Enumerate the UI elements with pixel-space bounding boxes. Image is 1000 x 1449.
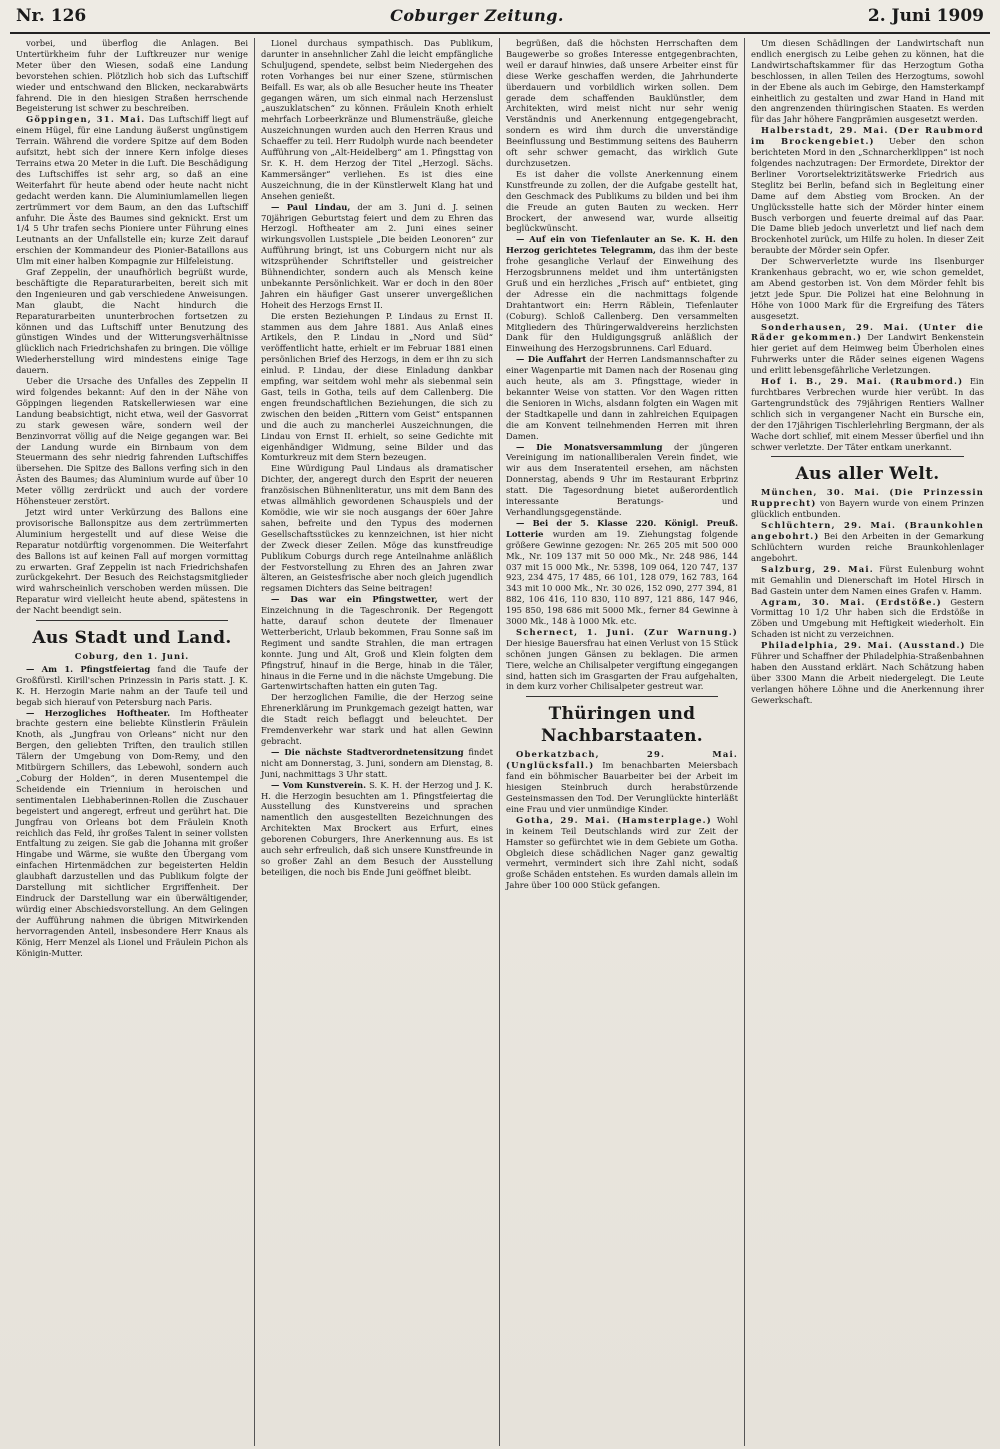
article-paragraph: [751, 487, 984, 520]
article-paragraph: [16, 114, 248, 267]
article-paragraph: Ueber die Ursache des Unfalles des Zeppelin II wird folgendes bekannt: Auf den in der Nähe von Göppingen liegenden Ratskellerwiesen war eine Landung beabsichtigt, nicht etwa, weil der Gasvorrat zu stark gewesen wäre, sondern weil der Benzinvorrat völlig auf die Neige gegangen war. Bei der Landung wurde ein Birnbaum von dem Steuermann des sehr niedrig fahrenden Luftschiffes übersehen. Die Spitze des Ballons verfing sich in den Ästen des Baumes; das Aluminium wurde auf über 10 Meter völlig zerdrückt und auch der vordere Höhensteuer zerstört.: [16, 376, 248, 507]
newspaper-title: Coburger Zeitung.: [390, 6, 564, 25]
section-heading: Aus aller Welt.: [795, 464, 940, 485]
article-paragraph: Um diesen Schädlingen der Landwirtschaft nun endlich energisch zu Leibe gehen zu können, hat die Landwirtschaftskammer für das Herzogtum Gotha beschlossen, in allen Teilen des Herzogtums, sowohl in der Ebene als auch im Gebirge, den Hamsterkampf einheitlich zu gestalten und zwar Hand in Hand mit den angrenzenden thüringischen Staaten. Es werden für das Jahr höhere Fangprämien ausgesetzt werden.: [751, 38, 984, 125]
article-paragraph: [751, 322, 984, 377]
paragraph-text: Wohl in keinem Teil Deutschlands wird zur Zeit der Hamster so gefürchtet wie in dem Gebiete um Gotha. Obgleich diese schädlichen Nager ganz gewaltig vermehrt, vermindert sich ihre Zahl nicht, sodaß große Schäden entstehen. Es wurden damals allein im Jahre über 100 000 Stück gefangen.: [506, 814, 738, 891]
paragraph-text: Der hiesige Bauersfrau hat einen Verlust von 15 Stück schönen jungen Gänsen zu beklagen. Die armen Tiere, welche an Chilisalpeter vergiftung eingegangen sind, hatten sich im Grasgarten der Frau aufgehalten, in dem kurz vorher Chilisalpeter gestreut war.: [506, 637, 738, 692]
article-paragraph: [506, 749, 738, 814]
paragraph-text: der Herren Landsmannschafter zu einer Wagenpartie mit Damen nach der Rosenau ging auch heute, als am 3. Pfingsttage, wieder in bekannter Weise von statten. Vor den Wagen ritten die Senioren in Wichs, alsdann folgten ein Wagen mit der Stadtkapelle und dann in zahlreichen Equipagen die am Konvent teilnehmenden Herren mit ihren Damen.: [506, 354, 738, 441]
paragraph-lead: — Vom Kunstverein.: [271, 779, 367, 790]
dateline-lead: Göppingen, 31. Mai.: [26, 114, 146, 125]
article-paragraph: [751, 597, 984, 641]
paragraph-text: Bei den Arbeiten in der Gemarkung Schlüchtern wurden reiche Braunkohlenlager angebohrt.: [751, 531, 984, 563]
dateline-lead: Schernect, 1. Juni. (Zur Warnung.): [516, 626, 738, 637]
paragraph-lead: — Das war ein Pfingstwetter,: [271, 594, 438, 605]
dateline-lead: Agram, 30. Mai. (Erdstöße.): [761, 596, 942, 607]
article-paragraph: Eine Würdigung Paul Lindaus als dramatischer Dichter, der, angeregt durch den Esprit der neueren französischen Bühnenliteratur, uns mit dem Bann des etwas allmählich gewordenen Schauspiels und der Komödie, wie wir sie noch ausgangs der 60er Jahre sahen, befreite und den Typus des modernen Gesellschaftsstückes zu kennzeichnen, ist hier nicht der Zweck dieser Zeilen. Möge das kunstfreudige Publikum Coburgs durch rege Anteilnahme anläßlich der Festvorstellung zu Ehren des an Jahren zwar älteren, an Geistesfrische aber noch gleich jugendlich regsamen Dichters das Seine beitragen!: [261, 463, 493, 594]
article-paragraph: [506, 627, 738, 692]
paragraph-text: Der Landwirt Benkenstein hier geriet auf dem Heimweg beim Überholen eines Fuhrwerks unter die Räder seines eigenen Wagens und erlitt lebensgefährliche Verletzungen.: [751, 332, 984, 376]
masthead: [10, 6, 990, 34]
paragraph-lead: — Die Monatsversammlung: [516, 441, 663, 452]
paragraph-lead: — Die Auffahrt: [516, 354, 587, 365]
issue-number: Nr. 126: [16, 6, 87, 26]
article-paragraph: [751, 640, 984, 705]
paragraph-text: von Bayern wurde von einem Prinzen glücklich entbunden.: [751, 498, 984, 520]
paragraph-lead: — Herzogliches Hoftheater.: [26, 707, 171, 718]
paragraph-text: fand die Taufe der Großfürstl. Kirill'schen Prinzessin in Paris statt. J. K. K. H. Herzogin Marie nahm an der Taufe teil und begab sich hierauf von Petersburg nach Paris.: [16, 663, 248, 707]
dateline-lead: Hof i. B., 29. Mai. (Raubmord.): [761, 376, 964, 387]
paragraph-text: wurden am 19. Ziehungstag folgende größere Gewinne gezogen: Nr. 265 205 mit 500 000 Mk., Nr. 109 137 mit 50 000 Mk., Nr. 248 986, 144 037 mit 15 000 Mk., Nr. 5398, 109 064, 120 747, 137 923, 234 475, 17 485, 66 101, 128 079, 162 783, 164 343 mit 10 000 Mk., Nr. 30 026, 152 090, 277 394, 81 882, 106 416, 110 830, 110 897, 121 886, 147 946, 195 850, 198 686 mit 5000 Mk., ferner 84 Gewinne à 3000 Mk., 148 à 1000 Mk. etc.: [506, 528, 738, 627]
dateline-lead: Philadelphia, 29. Mai. (Ausstand.): [761, 640, 966, 651]
article-paragraph: Der Schwerverletzte wurde ins Ilsenburger Krankenhaus gebracht, wo er, wie schon gemeldet, am Abend gestorben ist. Von dem Mörder fehlt bis jetzt jede Spur. Die Polizei hat eine Belohnung in Höhe von 1000 Mark für die Ergreifung des Täters ausgesetzt.: [751, 256, 984, 321]
article-paragraph: Der herzoglichen Familie, die der Herzog seine Ehrenerklärung im Prunkgemach gezeigt hatten, war die Stadt reich beflaggt und beleuchtet. Der Fremdenverkehr war stark und hat allen Gewinn gebracht.: [261, 692, 493, 746]
article-paragraph: begrüßen, daß die höchsten Herrschaften dem Baugewerbe so großes Interesse entgegenbrachten, weil er darauf hinwies, daß unsere Arbeiter einst für diese Werke geschaffen werden, die Jahrhunderte überdauern und vorbildlich wirken sollen. Dem gerade dem schaffenden Bauklünstler, dem Architekten, wird meist nicht nur sehr wenig Verständnis und Anerkennung entgegengebracht, sondern es wird ihm durch die unverständige Beeinflussung und Bestimmung seitens des Bauherrn oft sehr schwer gemacht, das wirklich Gute durchzusetzen.: [506, 38, 738, 168]
dateline-lead: München, 30. Mai. (Die Prinzessin Rupprecht): [751, 487, 984, 509]
article-paragraph: Jetzt wird unter Verkürzung des Ballons eine provisorische Ballonspitze aus dem zertrümmerten Aluminium hergestellt und auf diese Weise die Reparatur notdürftig vorgenommen. Die Weiterfahrt des Ballons ist auf keinen Fall auf morgen vormittag zu erwarten. Graf Zeppelin ist nach Friedrichshafen zurückgekehrt. Der Besuch des Reichstagsmitglieder wird wahrscheinlich verschoben werden müssen. Die Reparatur wird vielleicht heute abend, spätestens in der Nacht beendigt sein.: [16, 506, 248, 616]
article-paragraph: Graf Zeppelin, der unaufhörlich begrüßt wurde, beschäftigte die Reparaturarbeiten, bereit sich mit den Ingenieuren und gab verschiedene Anweisungen. Man glaubt, die Nacht hindurch die Reparaturarbeiten ununterbrochen fortsetzen zu können und das Luftschiff unter Benutzung des günstigen Windes und der Witterungsverhältnisse glücklich nach Friedrichshafen zu bringen. Die völlige Wiederherstellung wird mindestens einige Tage dauern.: [16, 267, 248, 376]
article-paragraph: [261, 594, 493, 692]
article-paragraph: [506, 518, 738, 627]
article-paragraph: [261, 780, 493, 878]
article-columns: [10, 38, 990, 1446]
paragraph-text: Fürst Eulenburg wohnt mit Gemahlin und Dienerschaft im Hotel Hirsch in Bad Gastein unter dem Namen eines Grafen v. Hamm.: [751, 563, 984, 596]
divider: [526, 696, 718, 697]
article-paragraph: [751, 564, 984, 597]
paragraph-lead: — Die nächste Stadtverordnetensitzung: [271, 746, 464, 757]
article-paragraph: [16, 708, 248, 959]
issue-date: 2. Juni 1909: [867, 6, 984, 26]
paragraph-text: Im benachbarten Meiersbach fand ein böhmischer Bauarbeiter bei der Arbeit im hiesigen Steinbruch durch herabstürzende Gesteinsmassen den Tod. Der Verunglückte hinterläßt eine Frau und vier unmündige Kinder.: [506, 760, 738, 814]
paragraph-lead: — Am 1. Pfingstfeiertag: [26, 663, 151, 674]
paragraph-text: das ihm der beste frohe gesangliche Verlauf der Einweihung des Herzogsbrunnens meldet und ihm untertänigsten Gruß und ein herzliches „Frisch auf“ entbietet, ging der Adresse ein die nachmittags folgende Drahtantwort ein: Herrn Räblein, Tiefenlauter (Coburg). Schloß Callenberg. Den versammelten Mitgliedern des Thüringerwaldvereins herzlichsten Dank für den Huldigungsgruß anläßlich der Einweihung des Herzogsbrunnens. Carl Eduard.: [506, 245, 738, 354]
paragraph-text: S. K. H. der Herzog und J. K. H. die Herzogin besuchten am 1. Pfingstfeiertag die Ausstellung des Kunstvereins und sprachen namentlich den ausgestellten Bezeichnungen des Architekten Max Brockert aus Erfurt, eines geborenen Coburgers, Ihre Anerkennung aus. Es ist auch sehr erfreulich, daß sich unsere Kunstfreunde in so großer Zahl an dem Besuch der Ausstellung beteiligen, die noch bis Ende Juni geöffnet bleibt.: [261, 779, 493, 877]
paragraph-lead: — Paul Lindau,: [271, 201, 351, 212]
article-paragraph: Die ersten Beziehungen P. Lindaus zu Ernst II. stammen aus dem Jahre 1881. Aus Anlaß eines Artikels, den P. Lindau in „Nord und Süd“ veröffentlicht hatte, erhielt er im Februar 1881 einen persönlichen Brief des Herzogs, in dem er ihn zu sich einlud. P. Lindau, der diese Einladung dankbar empfing, war seitdem wohl mehr als siebenmal sein Gast, teils in Gotha, teils auf dem Callenberg. Die engen freundschaftlichen Beziehungen, die sich zu zwischen den beiden „Rittern vom Geist“ entspannen und die auch zu mancherlei Auszeichnungen, die Lindau von Ernst II. erhielt, so seine Gedichte mit eigenhändiger Widmung, seine Bilder und das Komturkreuz mit dem Stern bezeugen.: [261, 310, 493, 463]
article-paragraph: [751, 376, 984, 452]
article-paragraph: [506, 815, 738, 891]
section-heading: Thüringen und Nachbarstaaten.: [540, 704, 704, 747]
dateline-lead: Gotha, 29. Mai. (Hamsterplage.): [516, 814, 712, 825]
paragraph-lead: — Auf ein von Tiefenlauter an Se. K. H. den Herzog gerichtetes Telegramm,: [506, 234, 738, 256]
article-paragraph: [261, 202, 493, 311]
paragraph-text: wert der Einzeichnung in die Tageschronik. Der Regengott hatte, darauf schon deutete der Ilmenauer Wetterbericht, Urlaub bekommen, Frau Sonne saß im Regiment und sandte Strahlen, die man ertragen konnte. Jung und Alt, Groß und Klein folgten dem Pfingstruf, hinauf in die Berge, hinab in die Täler, hinaus in die Ferne und in die nächste Umgebung. Die Gartenwirtschaften hatten ein guten Tag.: [261, 594, 493, 692]
article-paragraph: [506, 442, 738, 518]
paragraph-text: Im Hoftheater brachte gestern eine beliebte Künstlerin Fräulein Knoth, als „Jungfrau von Orleans“ nicht nur den Bergen, den geliebten Triften, den traulich stillen Tälern der Umgebung von Dom-Remy, und den Mitbürgern Schillers, das Lebewohl, sondern auch „Coburg der Holden“, in deren Musentempel die Scheidende ein Triennium in heroischen und sentimentalen Liebhaberinnen-Rollen die Zuschauer begeistert und angeregt, erfreut und gerührt hat. Die Jungfrau von Orleans bot dem Fräulein Knoth reichlich das Feld, ihr großes Talent in seiner vollsten Entfaltung zu zeigen. Sie gab die Johanna mit großer Hingabe und Wärme, sie wußte den Übergang vom einfachen Hirtenmädchen zur begeisterten Heldin glaubhaft darzustellen und das Publikum folgte der Darstellung mit sichtlicher Ergriffenheit. Der Eindruck der Darstellung war ein überwältigender, würdig einer Abschiedsvorstellung. An dem Gelingen der Aufführung nahmen die übrigen Mitwirkenden hervorragenden Anteil, insbesondere Herr Knaus als König, Herr Menzel als Lionel und Fräulein Pichon als Königin-Mutter.: [16, 707, 248, 958]
article-paragraph: [506, 234, 738, 354]
divider: [771, 456, 964, 457]
article-paragraph: [506, 354, 738, 441]
article-paragraph: [751, 125, 984, 256]
section-heading: Aus Stadt und Land.: [32, 628, 232, 649]
paragraph-text: der jüngeren Vereinigung im nationalliberalen Verein findet, wie wir aus dem Inseratenteil ersehen, am nächsten Donnerstag, abends 9 Uhr im Restaurant Erbprinz statt. Die Tagesordnung bietet außerordentlich interessante Beratungs- und Verhandlungsgegenstände.: [506, 441, 738, 517]
article-paragraph: [751, 520, 984, 564]
dateline-lead: Oberkatzbach, 29. Mai. (Unglücksfall.): [506, 749, 738, 771]
paragraph-text: Ueber den schon berichteten Mord in den „Schnarcherklippen“ ist noch folgendes nachzutragen: Der Ermordete, Direktor der Berliner Vorortselektrizitätswerke Friedrich aus Steglitz bei Berlin, befand sich in Begleitung einer Dame auf dem Abstieg vom Brocken. An der Unglücksstelle hatte sich der Mörder hinter einem Busch verborgen und feuerte dreimal auf das Paar. Die Dame blieb jedoch unverletzt und lief nach dem Brockenhotel zurück, um Hilfe zu holen. In dieser Zeit beraubte der Mörder sein Opfer.: [751, 136, 984, 256]
article-paragraph: Lionel durchaus sympathisch. Das Publikum, darunter in ansehnlicher Zahl die leicht empfängliche Schuljugend, spendete, selbst beim Niedergehen des roten Vorhanges bei nur einer Szene, stürmischen Beifall. Es war, als ob alle Besucher heute ins Theater gegangen wären, um sich einmal nach Herzenslust „auszuklatschen“ zu können. Fräulein Knoth erhielt mehrfach Lorbeerkränze und Blumensträuße, gleiche Auszeichnungen wurden auch den Herren Kraus und Schaeffer zu teil. Herr Rudolph wurde nach beendeter Aufführung von „Alt-Heidelberg“ am 1. Pfingsttag von Sr. K. H. dem Herzog der Titel „Herzogl. Sächs. Kammersänger“ verliehen. Es ist dies eine Auszeichnung, die in der Künstlerwelt Klang hat und Ansehen genießt.: [261, 38, 493, 201]
column-2: [255, 38, 500, 1446]
dateline-lead: Halberstadt, 29. Mai. (Der Raubmord im Brockengebiet.): [751, 125, 984, 147]
dateline-lead: Salzburg, 29. Mai.: [761, 563, 874, 574]
paragraph-text: Die Führer und Schaffner der Philadelphia-Straßenbahnen haben den Ausstand erklärt. Nach Schätzung haben über 3300 Mann die Arbeit niedergelegt. Die Leute verlangen höhere Löhne und die Anerkennung ihrer Gewerkschaft.: [751, 640, 984, 705]
paragraph-text: Das Luftschiff liegt auf einem Hügel, für eine Landung äußerst ungünstigem Terrain. Während die vordere Spitze auf dem Boden aufsitzt, hebt sich der innere Kern infolge dieses Terrains etwa 20 Meter in die Luft. Die Beschädigung des Luftschiffes ist sehr arg, so daß an eine Weiterfahrt für heute abend oder heute nacht nicht gedacht werden kann. Die Aluminiumlamellen liegen zertrümmert vor dem Baum, an den das Luftschiff anfuhr. Die Äste des Baumes sind geknickt. Erst um 1/4 5 Uhr trafen sechs Pioniere unter Führung eines Leutnants an der Unfallstelle ein; kurze Zeit darauf erschien der Kommandeur des Pionier-Bataillons aus Ulm mit einer halben Kompagnie zur Hilfeleistung.: [16, 114, 249, 267]
dateline-lead: Schlüchtern, 29. Mai. (Braunkohlen angebohrt.): [751, 520, 984, 542]
column-1: [10, 38, 255, 1446]
paragraph-text: Gestern Vormittag 10 1/2 Uhr haben sich die Erdstöße in Zöben und Umgebung mit Heftigkeit wiederholt. Ein Schaden ist nicht zu verzeichnen.: [751, 596, 984, 640]
column-3: [500, 38, 745, 1446]
section-dateline: [16, 651, 248, 662]
paragraph-lead: — Bei der 5. Klasse 220. Königl. Preuß. Lotterie: [506, 517, 738, 539]
article-paragraph: Es ist daher die vollste Anerkennung einem Kunstfreunde zu zollen, der die Aufgabe gestellt hat, den Geschmack des Publikums zu bilden und bei ihm die Freude an guten Bauten zu wecken. Herr Brockert, der anwesend war, wurde allseitig beglückwünscht.: [506, 168, 738, 234]
dateline-text: Coburg, den 1. Juni.: [74, 651, 190, 662]
article-paragraph: vorbei, und überflog die Anlagen. Bei Untertürkheim fuhr der Luftkreuzer nur wenige Meter über den Wiesen, sodaß eine Landung bevorstehen schien. Plötzlich hob sich das Luftschiff wieder und entschwand den Blicken, neckarabwärts fahrend. Die in den hiesigen Straßen herrschende Begeisterung ist schwer zu beschreiben.: [16, 38, 248, 114]
divider: [36, 620, 228, 621]
article-paragraph: [261, 747, 493, 780]
column-4: [745, 38, 990, 1446]
article-paragraph: [16, 664, 248, 708]
paragraph-text: findet nicht am Donnerstag, 3. Juni, sondern am Dienstag, 8. Juni, nachmittags 3 Uhr statt.: [261, 746, 493, 779]
paragraph-text: der am 3. Juni d. J. seinen 70jährigen Geburtstag feiert und dem zu Ehren das Herzogl. Hoftheater am 2. Juni eines seiner wirkungsvollen Lustspiele „Die beiden Leonoren“ zur Aufführung bringt, ist uns Coburgern nicht nur als witzsprühender Schriftsteller und geistreicher Bühnendichter, sondern auch als Mensch keine unbekannte Persönlichkeit. War er doch in den 80er Jahren ein häufiger Gast unserer unvergeßlichen Hoheit des Herzogs Ernst II.: [261, 201, 493, 310]
dateline-lead: Sonderhausen, 29. Mai. (Unter die Räder gekommen.): [751, 321, 984, 343]
paragraph-text: Ein furchtbares Verbrechen wurde hier verübt. In das Gartengrundstück des 79jährigen Rentiers Wallner schlich sich in vergangener Nacht ein Bursche ein, der den 17jährigen Tischlerlehrling Bergmann, der als Wache dort schlief, mit einem Messer überfiel und ihn schwer verletzte. Der Täter entkam unerkannt.: [751, 376, 984, 452]
